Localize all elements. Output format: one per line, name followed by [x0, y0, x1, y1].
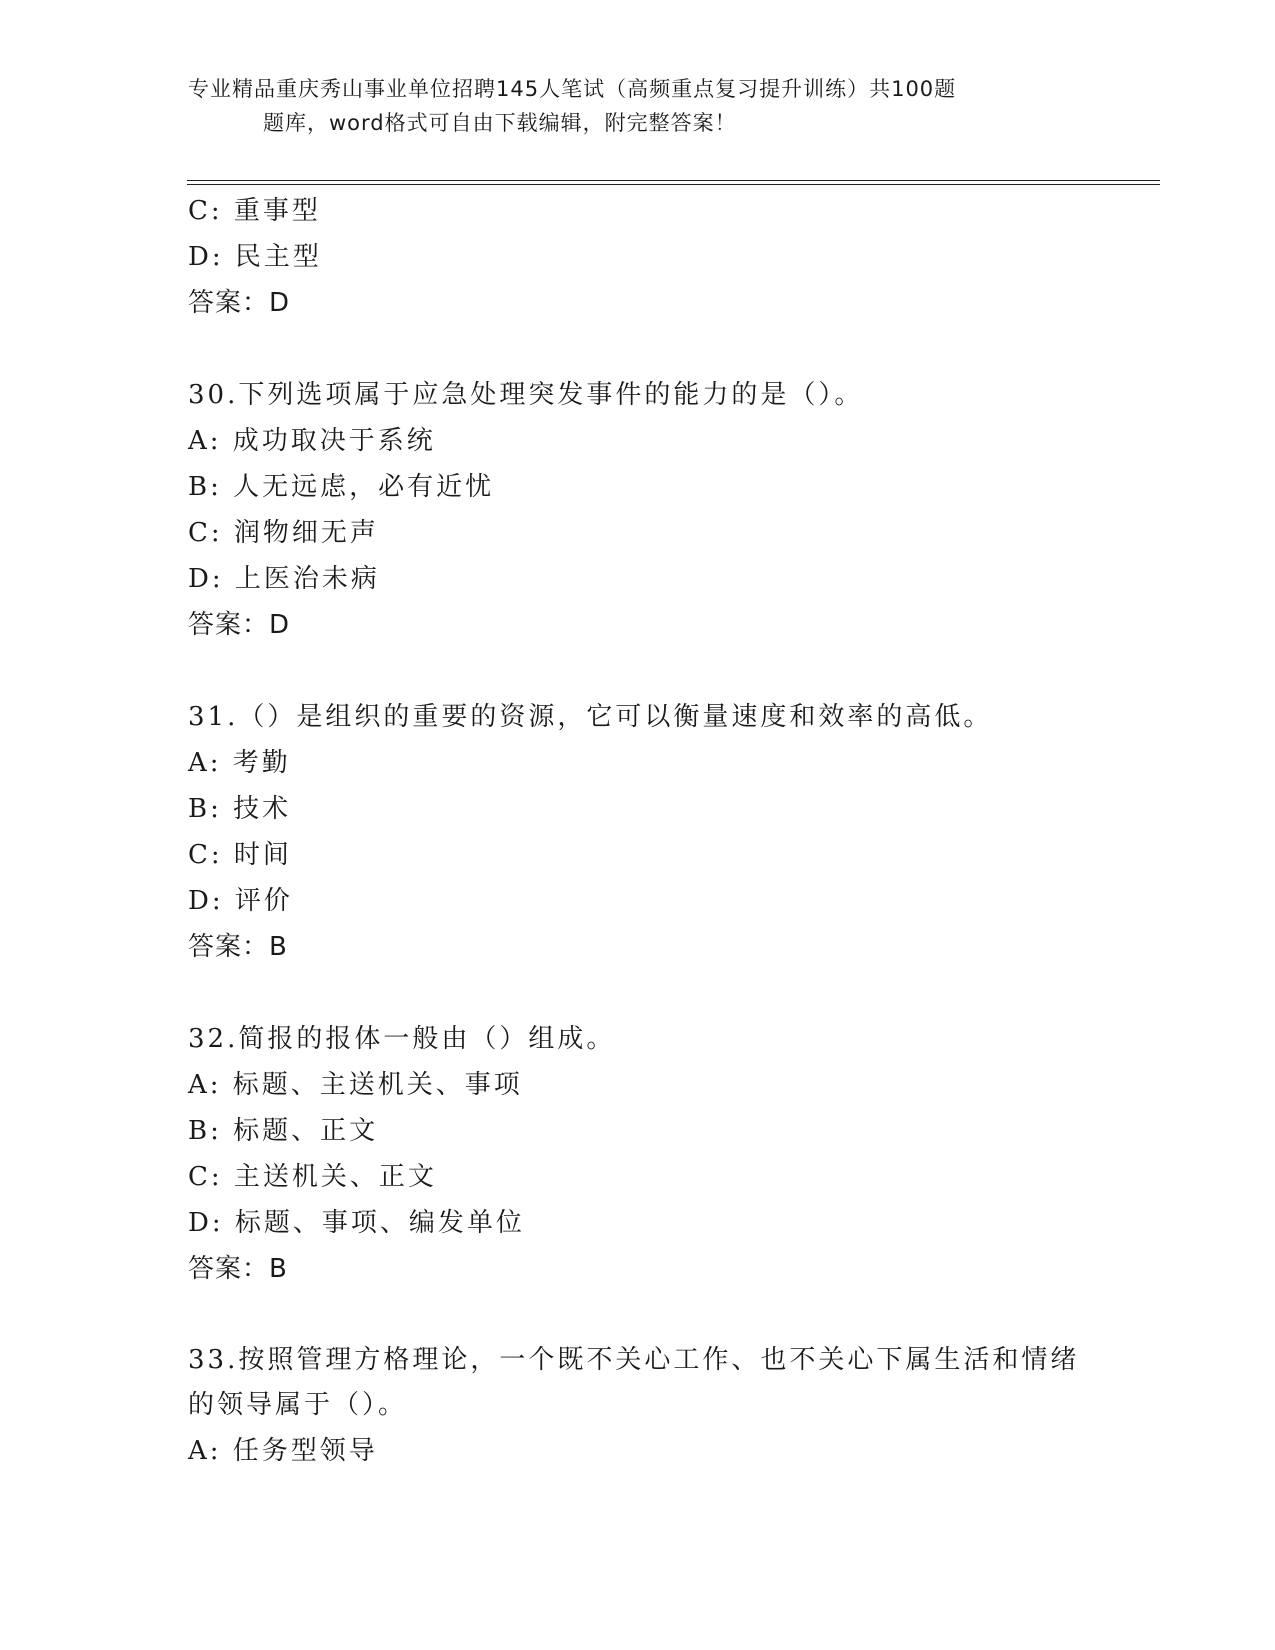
question-text: 31.（）是组织的重要的资源，它可以衡量速度和效率的高低。	[188, 702, 993, 732]
question-block-33	[188, 1338, 1148, 1474]
question-block-31	[188, 694, 1148, 970]
option-b: B: 技术	[188, 794, 292, 824]
header-rule-bottom	[187, 184, 1160, 185]
option-c: C: 润物细无声	[188, 518, 379, 548]
question-text-continued: 的领导属于（）。	[188, 1390, 408, 1420]
option-a: A: 任务型领导	[188, 1436, 378, 1466]
question-block-30	[188, 372, 1148, 648]
option-d: D: 民主型	[188, 242, 322, 272]
header-title-line-2: 题库，word格式可自由下载编辑，附完整答案！	[263, 111, 737, 135]
option-c: C: 重事型	[188, 196, 321, 226]
option-c: C: 时间	[188, 840, 292, 870]
question-block-32	[188, 1016, 1148, 1292]
question-text: 30.下列选项属于应急处理突发事件的能力的是（）。	[188, 380, 864, 410]
header-rule-top	[187, 180, 1160, 181]
spacer	[188, 1292, 1148, 1338]
option-c: C: 主送机关、正文	[188, 1162, 437, 1192]
header-title-line-1: 专业精品重庆秀山事业单位招聘145人笔试（高频重点复习提升训练）共100题	[188, 77, 957, 101]
spacer	[188, 648, 1148, 694]
answer-line: 答案：B	[188, 1254, 288, 1284]
option-d: D: 上医治未病	[188, 564, 380, 594]
answer-line: 答案：B	[188, 932, 288, 962]
spacer	[188, 326, 1148, 372]
option-b: B: 人无远虑，必有近忧	[188, 472, 495, 502]
option-d: D: 标题、事项、编发单位	[188, 1208, 525, 1238]
option-a: A: 考勤	[188, 748, 291, 778]
answer-line: 答案：D	[188, 610, 291, 640]
answer-line: 答案：D	[188, 288, 291, 318]
option-a: A: 成功取决于系统	[188, 426, 436, 456]
option-d: D: 评价	[188, 886, 293, 916]
option-b: B: 标题、正文	[188, 1116, 379, 1146]
question-text: 32.简报的报体一般由（）组成。	[188, 1024, 616, 1054]
question-text: 33.按照管理方格理论，一个既不关心工作、也不关心下属生活和情绪	[188, 1345, 1080, 1375]
question-block-29	[188, 188, 1148, 326]
document-header	[188, 72, 1088, 140]
option-a: A: 标题、主送机关、事项	[188, 1070, 523, 1100]
question-list	[188, 188, 1148, 1474]
spacer	[188, 970, 1148, 1016]
